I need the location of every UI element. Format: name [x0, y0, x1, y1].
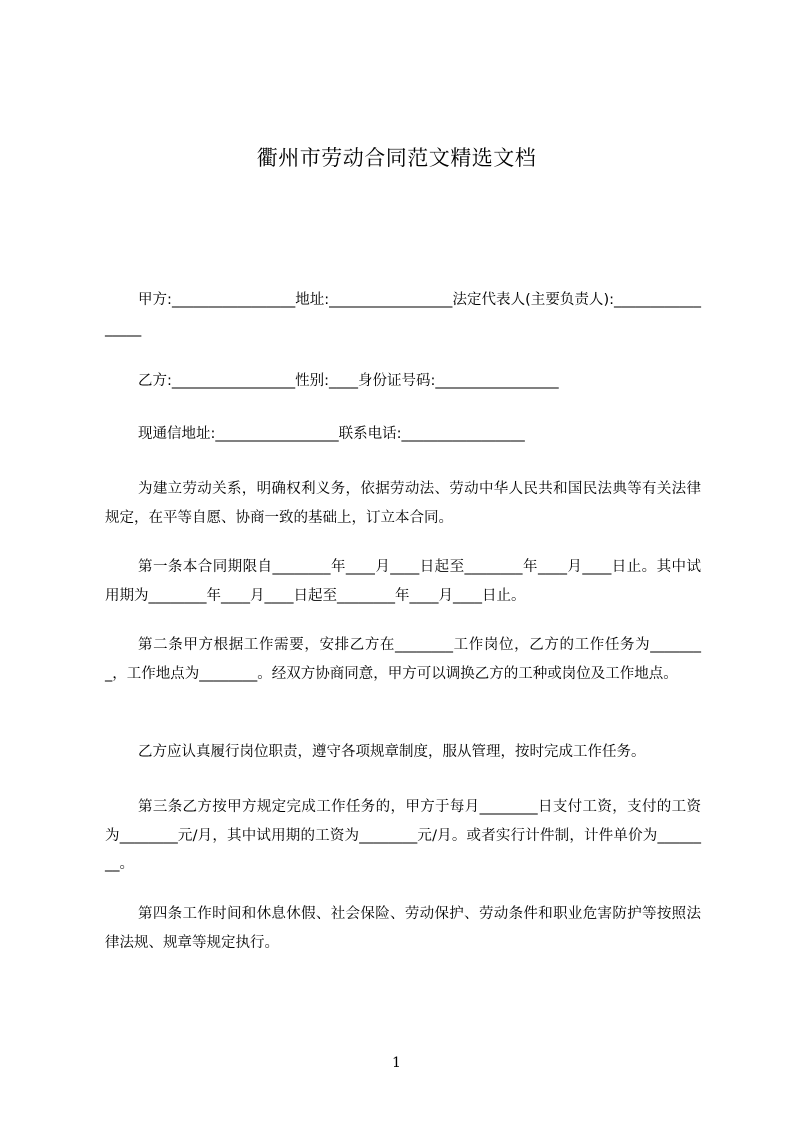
- address-line: 现通信地址:_________________联系电话:_________________: [138, 426, 525, 442]
- article-4-paragraph: 第四条工作时间和休息休假、社会保险、劳动保护、劳动条件和职业危害防护等按照法律法规、规章等规定执行。: [105, 906, 701, 951]
- party-b-line: 乙方:_________________性别:____身份证号码:_________________: [138, 373, 559, 389]
- article-1-paragraph: 第一条本合同期限自________年____月____日起至________年____月____日止。其中试用期为________年____月____日起至________年____月____日止。: [105, 559, 701, 604]
- page-number: 1: [392, 1055, 401, 1071]
- preamble-paragraph: 为建立劳动关系，明确权利义务，依据劳动法、劳动中华人民共和国民法典等有关法律规定，在平等自愿、协商一致的基础上，订立本合同。: [105, 481, 701, 526]
- document-title: 衢州市劳动合同范文精选文档: [256, 146, 537, 170]
- party-a-line: 甲方:_________________地址:_________________法定代表人(主要负责人):_________________: [105, 292, 701, 337]
- article-3-paragraph: 第三条乙方按甲方规定完成工作任务的，甲方于每月________日支付工资，支付的工资为________元/月，其中试用期的工资为________元/月。或者实行计件制，计件单价为________。: [105, 799, 701, 872]
- article-2-paragraph: 第二条甲方根据工作需要，安排乙方在________工作岗位，乙方的工作任务为________，工作地点为________。经双方协商同意，甲方可以调换乙方的工种或岗位及工作地点。: [105, 637, 701, 682]
- duties-paragraph: 乙方应认真履行岗位职责，遵守各项规章制度，服从管理，按时完成工作任务。: [138, 744, 646, 760]
